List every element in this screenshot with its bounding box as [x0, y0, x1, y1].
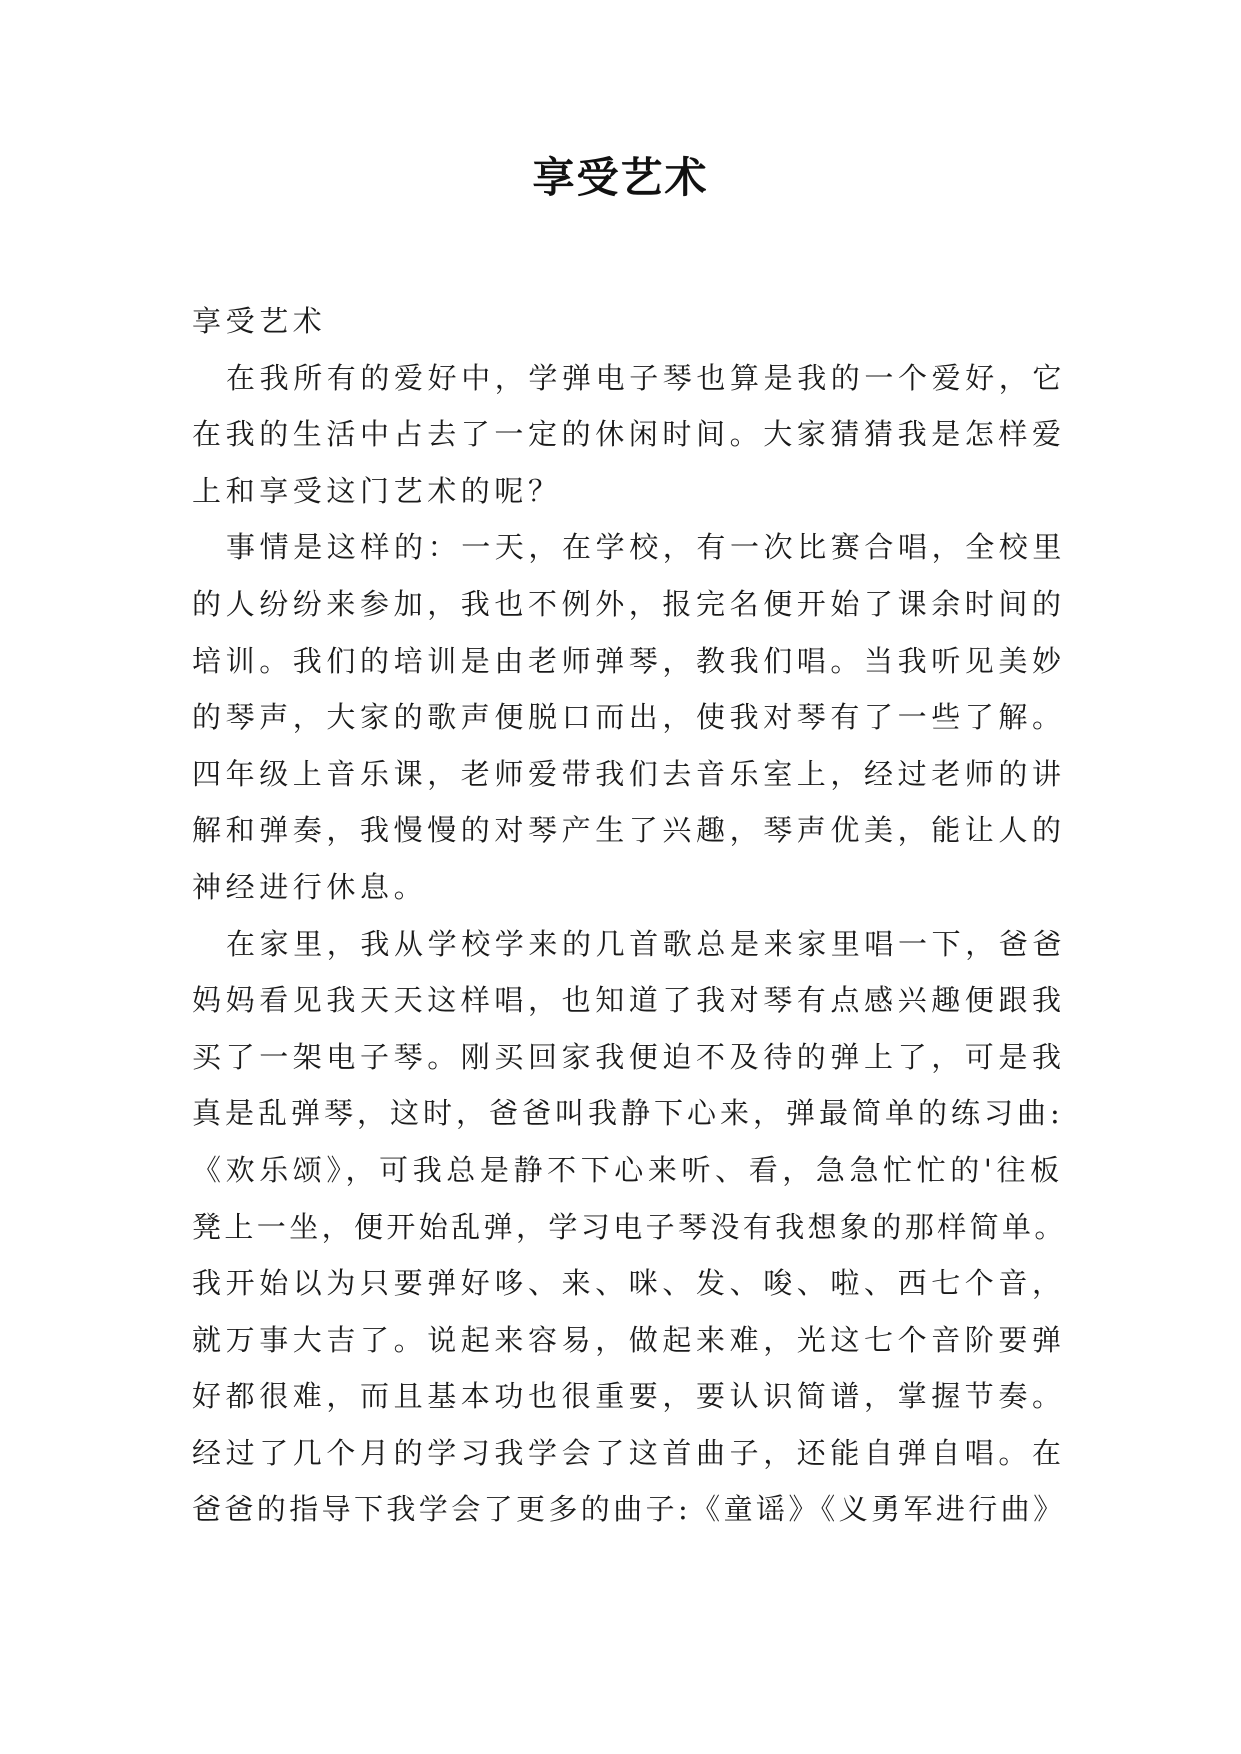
text-line: 就万事大吉了。说起来容易，做起来难，光这七个音阶要弹: [192, 1322, 1066, 1357]
text-line: 好都很难，而且基本功也很重要，要认识简谱，掌握节奏。: [192, 1379, 1066, 1414]
document-title: 享受艺术: [532, 153, 709, 202]
text-line: 真是乱弹琴，这时，爸爸叫我静下心来，弹最简单的练习曲:: [192, 1096, 1064, 1131]
text-line: 妈妈看见我天天这样唱，也知道了我对琴有点感兴趣便跟我: [192, 983, 1066, 1018]
text-line: 凳上一坐，便开始乱弹，学习电子琴没有我想象的那样简单。: [192, 1209, 1067, 1244]
text-line: 经过了几个月的学习我学会了这首曲子，还能自弹自唱。在: [192, 1435, 1066, 1470]
text-line: 的琴声，大家的歌声便脱口而出，使我对琴有了一些了解。: [192, 700, 1066, 735]
text-line: 在家里，我从学校学来的几首歌总是来家里唱一下，爸爸: [226, 926, 1067, 961]
text-line: 神经进行休息。: [192, 869, 428, 904]
text-line: 上和享受这门艺术的呢？: [192, 473, 562, 508]
text-line: 在我所有的爱好中，学弹电子琴也算是我的一个爱好，它: [226, 360, 1067, 395]
text-line: 的人纷纷来参加，我也不例外，报完名便开始了课余时间的: [192, 586, 1066, 621]
text-line: 我开始以为只要弹好哆、来、咪、发、唆、啦、西七个音，: [192, 1266, 1066, 1301]
text-line: 《欢乐颂》，可我总是静不下心来听、看，急急忙忙的'往板: [192, 1152, 1064, 1187]
document-body: [192, 293, 1068, 1538]
text-line: 买了一架电子琴。刚买回家我便迫不及待的弹上了，可是我: [192, 1039, 1066, 1074]
text-line: 培训。我们的培训是由老师弹琴，教我们唱。当我听见美妙: [192, 643, 1066, 678]
text-line: 爸爸的指导下我学会了更多的曲子:《童谣》《义勇军进行曲》: [192, 1492, 1066, 1527]
text-line: 享受艺术: [192, 304, 327, 338]
text-line: 在我的生活中占去了一定的休闲时间。大家猜猜我是怎样爱: [192, 417, 1066, 452]
text-line: 事情是这样的：一天，在学校，有一次比赛合唱，全校里: [226, 530, 1067, 565]
text-line: 解和弹奏，我慢慢的对琴产生了兴趣，琴声优美，能让人的: [192, 813, 1066, 848]
text-line: 四年级上音乐课，老师爱带我们去音乐室上，经过老师的讲: [192, 756, 1066, 791]
